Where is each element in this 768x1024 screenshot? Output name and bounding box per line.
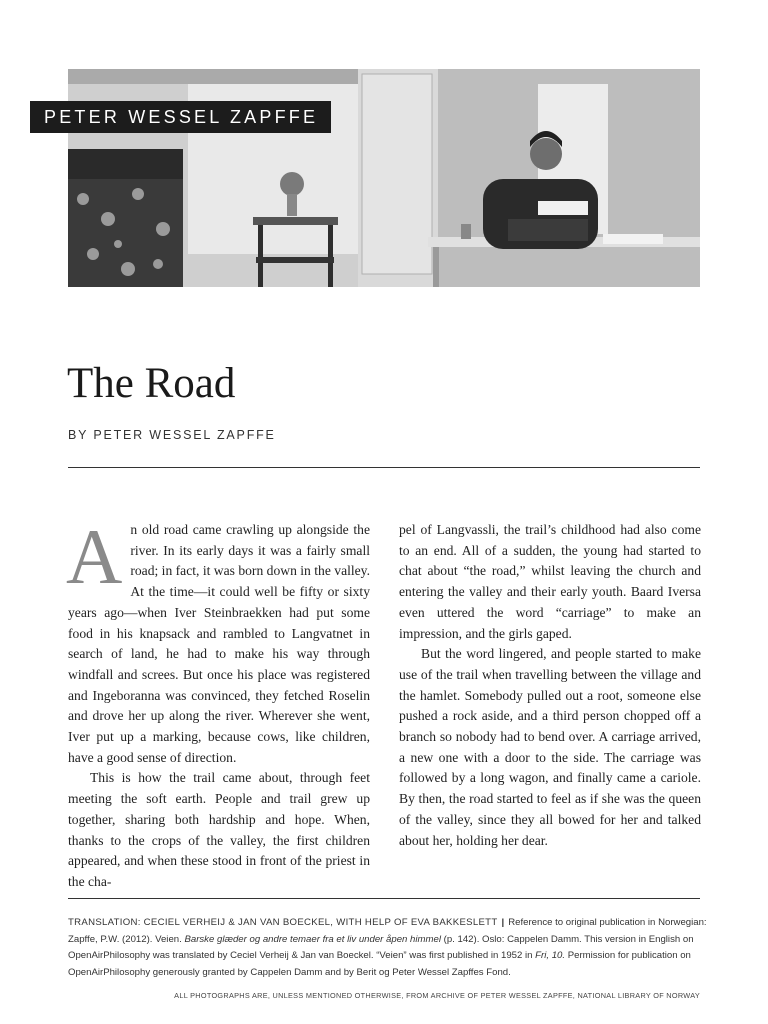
author-banner: PETER WESSEL ZAPFFE — [30, 101, 331, 133]
drop-cap: A — [66, 513, 123, 600]
photo-credit: ALL PHOTOGRAPHS ARE, UNLESS MENTIONED OTHERWISE, FROM ARCHIVE OF PETER WESSEL ZAPFFE, NATIONAL LIBRARY OF NORWAY — [174, 991, 700, 1000]
top-divider — [68, 467, 700, 468]
paragraph — [66, 513, 370, 768]
reference-book-title: Barske glæder og andre temaer fra et liv under åpen himmel — [184, 933, 441, 945]
paragraph: pel of Langvassli, the trail’s childhood had also come to an end. All of a sudden, the young had started to chat about “the road,” whilst leaving the church and entering the valley and their early youth. Baard Iversa even uttered the word “carriage” to make an impression, and the girls gaped. — [399, 522, 701, 641]
paragraph-text: n old road came crawling up alongside the river. In its early days it was a fairly small road; in fact, it was born down in the valley. At the time—it could well be fifty or sixty years ago—when Iver Steinbraekken had put some food in his knapsack and rambled to Langvatnet in search of land, he had to make his way through windfall and screes. But once his place was registered and Ingeboranna was convinced, they fetched Roselin and drove her up along the river. Wherever she went, Iver put up a marking, because cows, like children, have a good sense of direction. — [68, 522, 370, 765]
translation-credits — [68, 915, 708, 981]
paragraph: This is how the trail came about, through feet meeting the soft earth. People and trail grew up together, sharing both hardship and hope. When, thanks to the crops of the valley, the first children appeared, and when these stood in front of the priest in the cha- — [68, 770, 370, 889]
reference-rest: (p. 142). Oslo: Cappelen Damm. This version in English on OpenAirPhilosophy was translated by Ceciel Verheij & Jan van Boeckel. “Veien” was first published in 1952 in — [68, 933, 694, 961]
separator: | — [501, 917, 505, 928]
paragraph: But the word lingered, and people started to make use of the trail when travelling between the village and the hamlet. Somebody pulled out a root, someone else pushed a rock aside, and a third person chopped off a branch so nobody had to bend over. A carriage arrived, a new one with a door to the side. The carriage was followed by a long wagon, and finally came a cariole. By then, the road started to feel as if she was the queen of the valley, since they all bowed for her and talked about her, holding her dear. — [399, 646, 701, 848]
reference-intro: Reference to original publication in Norwegian: Zapffe, P.W. (2012). Veien. — [68, 917, 707, 945]
bottom-divider — [68, 898, 700, 899]
reference-permission: Permission for publication on OpenAirPhilosophy generously granted by Cappelen Damm and by Berit og Peter Wessel Zapffes Fond. — [68, 950, 691, 978]
reference-journal: Fri, 10. — [535, 950, 566, 961]
left-column — [66, 513, 370, 893]
article-title: The Road — [67, 360, 236, 407]
right-column — [399, 520, 701, 851]
translation-credit: TRANSLATION: CECIEL VERHEIJ & JAN VAN BOECKEL, WITH HELP OF EVA BAKKESLETT — [68, 917, 498, 928]
article-byline: BY PETER WESSEL ZAPFFE — [68, 428, 276, 442]
